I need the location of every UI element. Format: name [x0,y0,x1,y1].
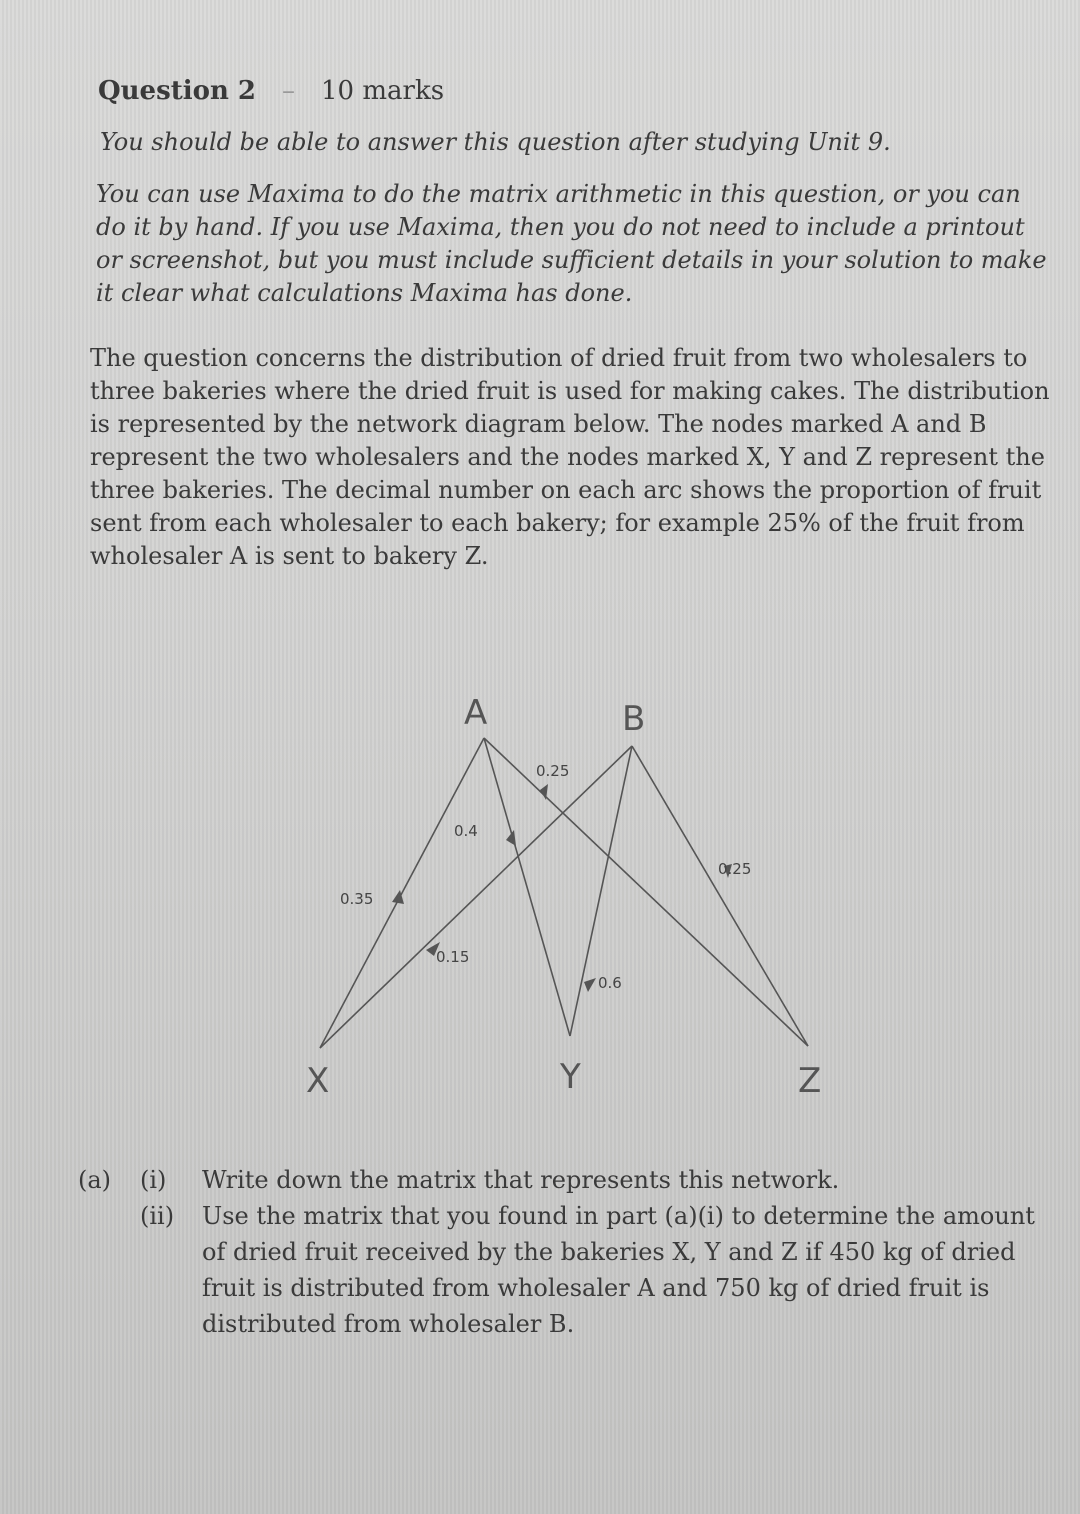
network-diagram [0,680,1080,1120]
part-a-ii [78,1198,1058,1342]
header-separator: – [282,76,296,106]
label-b-x: 0.15 [436,948,470,966]
node-a: A [464,693,488,733]
question-parts [78,1162,1058,1342]
arc-b-z [632,746,808,1046]
part-ii-text: Use the matrix that you found in part (a)(i) to determine the amount of dried fruit received by the bakeries X, Y and Z if 450 kg of dried fruit is distributed from wholesaler A and 750 kg of dried fruit is distributed from wholesaler B. [202,1202,1035,1338]
label-b-z: 0.25 [718,860,752,878]
node-z: Z [798,1061,822,1101]
question-marks: 10 marks [321,76,445,106]
question-title: Question 2 [98,76,257,106]
part-a-i [78,1162,1058,1198]
arc-a-z [484,738,808,1046]
arc-b-y [570,746,632,1036]
arc-a-y [484,738,570,1036]
part-i-text: Write down the matrix that represents this network. [202,1166,840,1194]
label-a-z: 0.25 [536,762,570,780]
node-x: X [306,1061,330,1101]
part-a-label: (a) [78,1166,112,1194]
label-b-y: 0.6 [598,974,622,992]
question-header [98,76,444,106]
intro-text: You should be able to answer this question after studying Unit 9. [100,128,891,156]
part-i-label: (i) [140,1166,167,1194]
question-description: The question concerns the distribution of dried fruit from two wholesalers to three bakeries where the dried fruit is used for making cakes. The distribution is represented by the network diagram below. The nodes marked A and B represent the two wholesalers and the nodes marked X, Y and Z represent the three bakeries. The decimal number on each arc shows the proportion of fruit sent from each wholesaler to each bakery; for example 25% of the fruit from wholesaler A is sent to bakery Z. [90,344,1050,570]
node-y: Y [560,1057,581,1097]
maxima-note: You can use Maxima to do the matrix arithmetic in this question, or you can do it by hand. If you use Maxima, then you do not need to include a printout or screenshot, but you must include sufficient details in your solution to make it clear what calculations Maxima has done. [96,180,1047,307]
node-b: B [622,699,646,739]
arrow-b-y [584,978,596,992]
part-ii-label: (ii) [140,1202,175,1230]
label-a-y: 0.4 [454,822,478,840]
label-a-x: 0.35 [340,890,374,908]
